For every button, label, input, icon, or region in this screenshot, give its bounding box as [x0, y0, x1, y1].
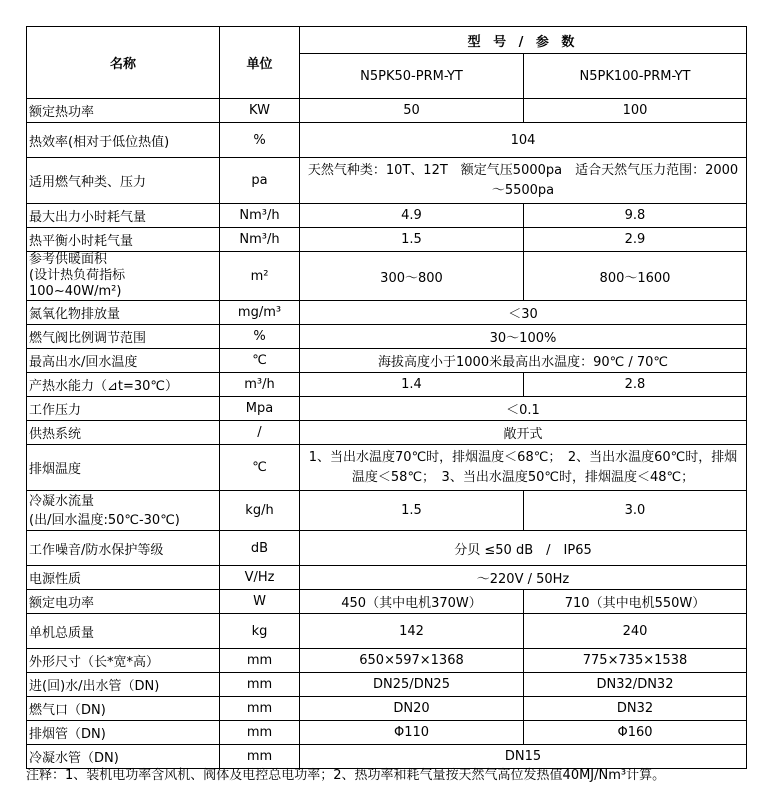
row-unit: V/Hz: [220, 566, 300, 590]
row-exhaust-temp: [27, 445, 747, 491]
row-name: 额定电功率: [27, 590, 220, 614]
row-unit: dB: [220, 531, 300, 566]
row-value-model-2: 100: [524, 99, 747, 123]
row-name: 外形尺寸（长*宽*高）: [27, 649, 220, 673]
row-pressure: [27, 397, 747, 421]
value-line-2: 温度＜58℃； 3、当出水温度50℃时，排烟温度＜48℃；: [351, 469, 695, 485]
row-unit: kg/h: [220, 491, 300, 531]
row-name-line-1: 参考供暖面积: [29, 252, 108, 267]
row-value-model-1: 1.5: [300, 491, 524, 531]
value-line-1: 天然气种类：10T、12T 额定气压5000pa 适合天然气压力范围：2000: [307, 162, 739, 178]
row-noise: [27, 531, 747, 566]
header-model-1: N5PK50-PRM-YT: [300, 54, 524, 99]
row-name: 氮氧化物排放量: [27, 301, 220, 325]
row-name: 工作压力: [27, 397, 220, 421]
row-name-line-2: (设计热负荷指标100~40W/m²): [29, 268, 126, 299]
row-nox: [27, 301, 747, 325]
row-value-model-2: 775×735×1538: [524, 649, 747, 673]
row-balance-gas: [27, 228, 747, 252]
row-value-model-1: 1.4: [300, 373, 524, 397]
row-value-model-1: 300～800: [300, 252, 524, 301]
row-name: 产热水能力（⊿t=30℃）: [27, 373, 220, 397]
row-value-shared: ～220V / 50Hz: [300, 566, 747, 590]
row-value-model-1: 142: [300, 614, 524, 649]
row-name-line-1: 冷凝水流量: [29, 493, 95, 509]
row-power-supply: [27, 566, 747, 590]
row-heating-area: [27, 252, 747, 301]
row-unit: KW: [220, 99, 300, 123]
row-efficiency: [27, 123, 747, 158]
row-unit: kg: [220, 614, 300, 649]
row-value-shared: 30～100%: [300, 325, 747, 349]
row-value-model-1: 650×597×1368: [300, 649, 524, 673]
row-unit: mm: [220, 697, 300, 721]
value-line-1: 1、当出水温度70℃时，排烟温度＜68℃； 2、当出水温度60℃时，排烟: [308, 449, 738, 465]
row-condensate: [27, 491, 747, 531]
row-unit: mm: [220, 673, 300, 697]
row-system: [27, 421, 747, 445]
row-value-model-1: Φ110: [300, 721, 524, 745]
row-name: 燃气口（DN): [27, 697, 220, 721]
row-value-shared: ＜0.1: [300, 397, 747, 421]
row-unit: mg/m³: [220, 301, 300, 325]
row-value-shared: 敞开式: [300, 421, 747, 445]
row-name: 排烟管（DN): [27, 721, 220, 745]
row-name: 适用燃气种类、压力: [27, 158, 220, 204]
row-unit: %: [220, 123, 300, 158]
row-name: 额定热功率: [27, 99, 220, 123]
row-value-model-1: DN20: [300, 697, 524, 721]
row-name: 排烟温度: [27, 445, 220, 491]
row-water-pipe: [27, 673, 747, 697]
row-unit: %: [220, 325, 300, 349]
row-unit: pa: [220, 158, 300, 204]
row-weight: [27, 614, 747, 649]
row-unit: ℃: [220, 349, 300, 373]
row-flue: [27, 721, 747, 745]
row-value-shared: ＜30: [300, 301, 747, 325]
row-unit: mm: [220, 721, 300, 745]
row-name: 最高出水/回水温度: [27, 349, 220, 373]
row-value-model-2: Φ160: [524, 721, 747, 745]
header-model-2: N5PK100-PRM-YT: [524, 54, 747, 99]
row-unit: W: [220, 590, 300, 614]
row-value-model-2: 2.8: [524, 373, 747, 397]
row-value-model-1: 50: [300, 99, 524, 123]
row-heat-power: [27, 99, 747, 123]
row-name: 电源性质: [27, 566, 220, 590]
row-unit: /: [220, 421, 300, 445]
row-value-shared: [300, 158, 747, 204]
row-value-model-1: 1.5: [300, 228, 524, 252]
row-value-shared: [300, 445, 747, 491]
row-name: 最大出力小时耗气量: [27, 204, 220, 228]
row-value-model-1: 450（其中电机370W）: [300, 590, 524, 614]
header-model-group: 型 号 / 参 数: [300, 27, 747, 54]
header-unit: 单位: [220, 27, 300, 99]
row-value-model-2: DN32/DN32: [524, 673, 747, 697]
row-unit: Nm³/h: [220, 228, 300, 252]
value-line-2: ～5500pa: [491, 182, 555, 198]
row-name: 热效率(相对于低位热值): [27, 123, 220, 158]
row-unit: Mpa: [220, 397, 300, 421]
header-name: 名称: [27, 27, 220, 99]
row-name: 单机总质量: [27, 614, 220, 649]
row-name: 燃气阀比例调节范围: [27, 325, 220, 349]
row-gas-type: [27, 158, 747, 204]
row-unit: ℃: [220, 445, 300, 491]
row-value-model-2: 2.9: [524, 228, 747, 252]
row-name: 冷凝水管（DN): [27, 745, 220, 769]
row-name: [27, 491, 220, 531]
row-value-shared: 分贝 ≤50 dB / IP65: [300, 531, 747, 566]
row-value-model-2: 9.8: [524, 204, 747, 228]
row-value-model-2: 710（其中电机550W）: [524, 590, 747, 614]
row-max-temp: [27, 349, 747, 373]
row-name: 工作噪音/防水保护等级: [27, 531, 220, 566]
row-unit: mm: [220, 745, 300, 769]
row-value-shared: 104: [300, 123, 747, 158]
row-value-model-2: 800～1600: [524, 252, 747, 301]
row-max-gas: [27, 204, 747, 228]
row-unit: m³/h: [220, 373, 300, 397]
row-value-model-2: 240: [524, 614, 747, 649]
row-value-model-2: 3.0: [524, 491, 747, 531]
row-hot-water: [27, 373, 747, 397]
row-name-line-2: (出/回水温度:50℃-30℃): [29, 512, 180, 528]
row-elec-power: [27, 590, 747, 614]
row-value-shared: 海拔高度小于1000米最高出水温度：90℃ / 70℃: [300, 349, 747, 373]
spec-table: [26, 26, 747, 769]
row-value-model-1: 4.9: [300, 204, 524, 228]
row-gas-inlet: [27, 697, 747, 721]
row-value-shared: DN15: [300, 745, 747, 769]
row-unit: Nm³/h: [220, 204, 300, 228]
row-name: 热平衡小时耗气量: [27, 228, 220, 252]
row-unit: m²: [220, 252, 300, 301]
row-dimensions: [27, 649, 747, 673]
row-valve-range: [27, 325, 747, 349]
footnote: 注释：1、装机电功率含风机、阀体及电控总电功率；2、热功率和耗气量按天然气高位发热值40MJ/Nm³计算。: [26, 768, 666, 783]
row-name: 进(回)水/出水管（DN): [27, 673, 220, 697]
header-row-1: [27, 27, 747, 54]
row-name: 供热系统: [27, 421, 220, 445]
row-value-model-2: DN32: [524, 697, 747, 721]
row-unit: mm: [220, 649, 300, 673]
row-value-model-1: DN25/DN25: [300, 673, 524, 697]
row-name: [27, 252, 220, 301]
